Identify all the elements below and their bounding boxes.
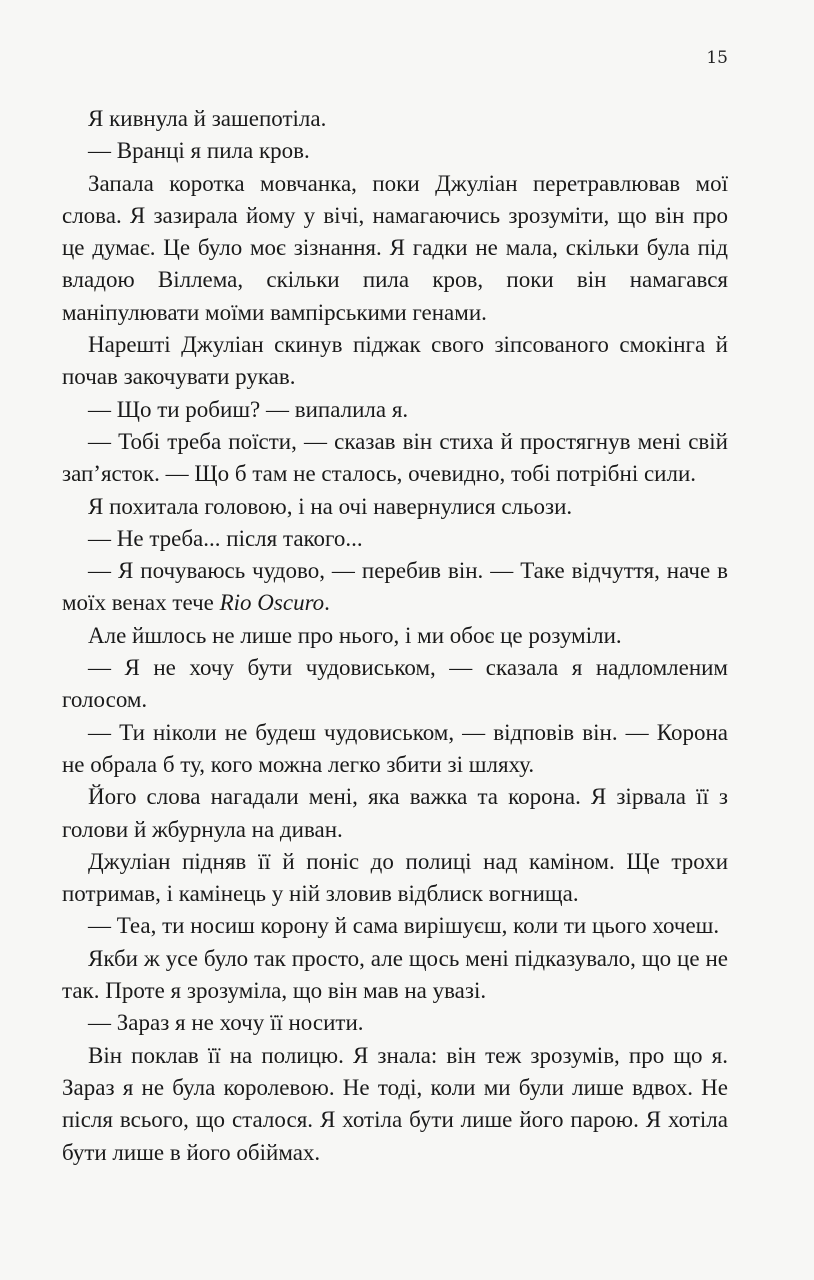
paragraph: Я кивнула й зашепотіла. <box>88 106 327 131</box>
paragraph: Нарешті Джуліан скинув піджак свого зіпсованого смокінга й почав закочувати рукав. <box>62 332 728 390</box>
dialogue-line: — Теа, ти носиш корону й сама вирішуєш, коли ти цього хочеш. <box>88 913 720 939</box>
dialogue-line <box>62 555 728 620</box>
italic-place-name: Rio Oscuro <box>219 590 325 616</box>
page-number: 15 <box>706 48 728 68</box>
dialogue-line: — Ти ніколи не будеш чудовиськом, — відповів він. — Корона не обрала б ту, кого можна легко збити зі шляху. <box>62 719 728 777</box>
paragraph: Він поклав її на полицю. Я знала: він теж зрозумів, про що я. Зараз я не була королевою. Не тоді, коли ми були лише вдвох. Не після всього, що сталося. Я хотіла бути лише його парою. Я хотіла бути лише в його обіймах. <box>62 1042 728 1165</box>
paragraph: Але йшлось не лише про нього, і ми обоє це розуміли. <box>88 622 622 648</box>
dialogue-line: — Я не хочу бути чудовиськом, — сказала я надломленим голосом. <box>62 655 728 713</box>
dialogue-line: — Зараз я не хочу її носити. <box>88 1010 364 1036</box>
dialogue-line: — Що ти робиш? — випалила я. <box>88 396 409 422</box>
paragraph: Я похитала головою, і на очі навернулися сльози. <box>88 493 573 519</box>
paragraph: Якби ж усе було так просто, але щось мені підказувало, що це не так. Проте я зрозуміла, що він мав на увазі. <box>62 945 728 1004</box>
dialogue-text: — Я почуваюсь чудово, — перебив він. — Таке відчуття, наче в моїх венах тече <box>62 558 728 616</box>
paragraph: Джуліан підняв її й поніс до полиці над каміном. Ще трохи потримав, і камінець у ній зловив відблиск вогнища. <box>62 848 728 907</box>
dialogue-line: — Тобі треба поїсти, — сказав він стиха й простягнув мені свій зап’ясток. — Що б там не сталось, очевидно, тобі потрібні сили. <box>62 428 728 487</box>
dialogue-text-end: . <box>324 590 330 616</box>
paragraph: Запала коротка мовчанка, поки Джуліан перетравлював мої слова. Я зазирала йому у вічі, намагаючись зрозуміти, що він про це думає. Це було моє зізнання. Я гадки не мала, скільки була під владою Віллема, скільки пила кров, поки він намагався маніпулювати моїми вампірськими генами. <box>62 170 728 325</box>
dialogue-line: — Не треба... після такого... <box>88 525 363 551</box>
body-text <box>62 103 728 1169</box>
dialogue-line: — Вранці я пила кров. <box>88 138 310 164</box>
paragraph: Його слова нагадали мені, яка важка та корона. Я зірвала її з голови й жбурнула на диван. <box>62 784 728 842</box>
